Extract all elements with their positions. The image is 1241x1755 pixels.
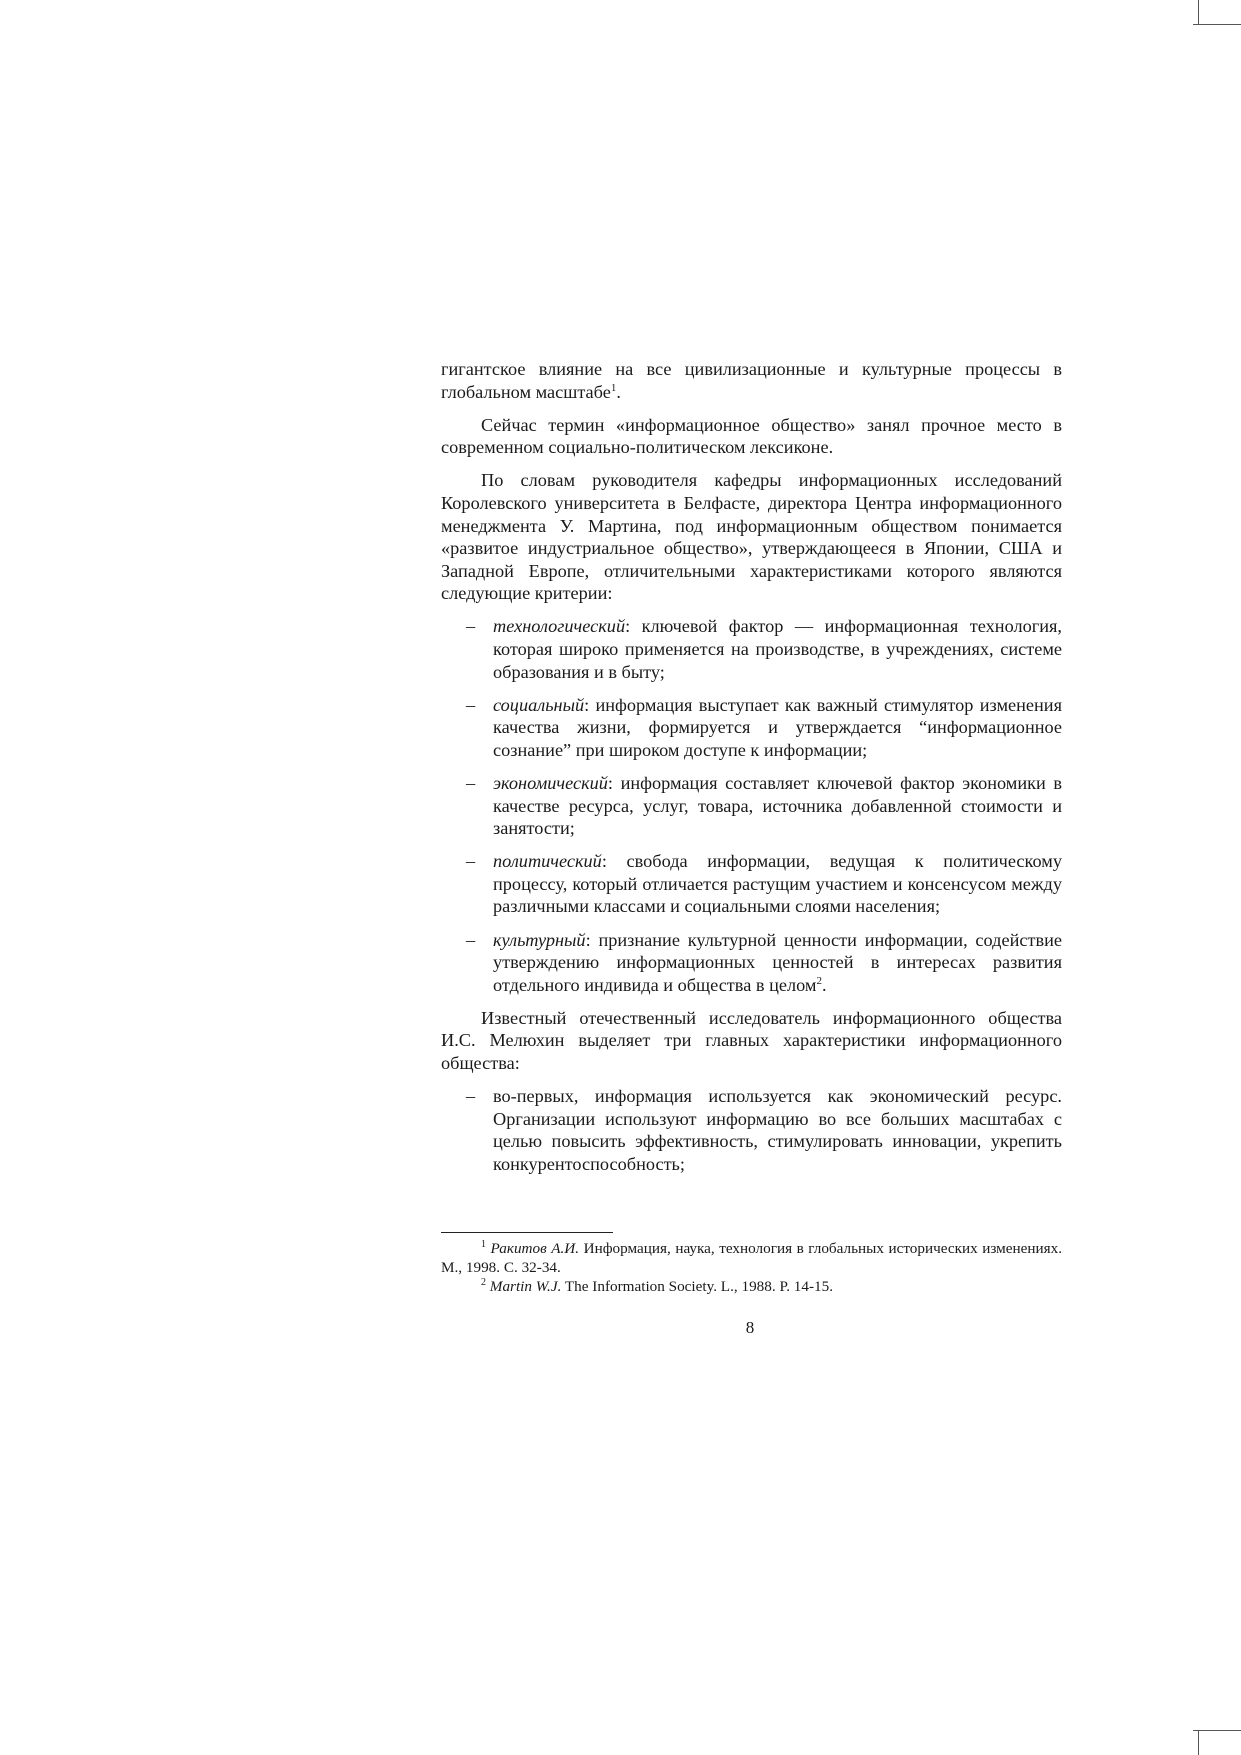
crop-mark-top-vertical <box>1198 0 1199 25</box>
crop-mark-bottom-horizontal <box>1193 1730 1241 1731</box>
characteristics-list <box>441 1085 1062 1175</box>
crop-mark-top-horizontal <box>1193 24 1241 25</box>
list-item: – во-первых, информация используется как экономический ресурс. Организации используют информацию во все больших масштабах с целью повысить эффективность, стимулировать инновации, укрепить конкурентоспособность; <box>466 1086 1062 1174</box>
criterion-term: культурный <box>493 929 586 950</box>
paragraph-melyukhin: Известный отечественный исследователь информационного общества И.С. Мелюхин выделяет три главных характеристики информационного общества: <box>441 1007 1062 1074</box>
paragraph-continuation: гигантское влияние на все цивилизационные и культурные процессы в глобальном масштабе$^1$. <box>441 359 1062 402</box>
footnotes <box>441 1239 1062 1296</box>
list-item: – технологический: ключевой фактор — информационная технология, которая широко применяется на производстве, в учреждениях, системе образования и в быту; <box>466 616 1062 682</box>
main-text <box>441 358 1062 1186</box>
footnote-ref-2: 2 <box>816 974 822 987</box>
list-item: – социальный: информация выступает как важный стимулятор изменения качества жизни, формируется и утверждается “информационное сознание” при широком доступе к информации; <box>466 694 1062 760</box>
list-item: – политический: свобода информации, ведущая к политическому процессу, который отличается растущим участием и консенсусом между различными классами и социальными слоями населения; <box>466 851 1062 917</box>
criterion-term: политический <box>493 851 602 872</box>
criterion-term: экономический <box>493 773 608 793</box>
list-item: – культурный: признание культурной ценности информации, содействие утверждению информационных ценностей в интересах развития отдельного индивида и общества в целом$^2$. <box>466 929 1062 995</box>
list-item: – экономический: информация составляет ключевой фактор экономики в качестве ресурса, услуг, товара, источника добавленной стоимости и занятости; <box>466 773 1062 839</box>
page-number: 8 <box>745 1318 755 1337</box>
footnote-ref-1: 1 <box>610 381 617 394</box>
paragraph-martin: По словам руководителя кафедры информационных исследований Королевского университета в Белфасте, директора Центра информационного менеджмента У. Мартина, под информационным обществом понимается «развитое индустриальное общество», утверждающееся в Японии, США и Западной Европе, отличительными характеристиками которого являются следующие критерии: <box>441 470 1062 604</box>
criterion-term: социальный <box>493 694 585 715</box>
criteria-list <box>441 615 1062 996</box>
footnote-2: $^2$ Martin W.J. The Information Society. L., 1988. P. 14-15. <box>481 1276 834 1295</box>
crop-mark-bottom-vertical <box>1198 1730 1199 1755</box>
footnote-separator <box>441 1232 613 1233</box>
footnote-1: $^1$ Ракитов А.И. Информация, наука, технология в глобальных исторических изменениях. М., 1998. С. 32-34. <box>441 1238 1063 1276</box>
criterion-term: технологический <box>493 616 626 637</box>
paragraph-term: Сейчас термин «информационное общество» занял прочное место в современном социально-политическом лексиконе. <box>441 414 1062 458</box>
